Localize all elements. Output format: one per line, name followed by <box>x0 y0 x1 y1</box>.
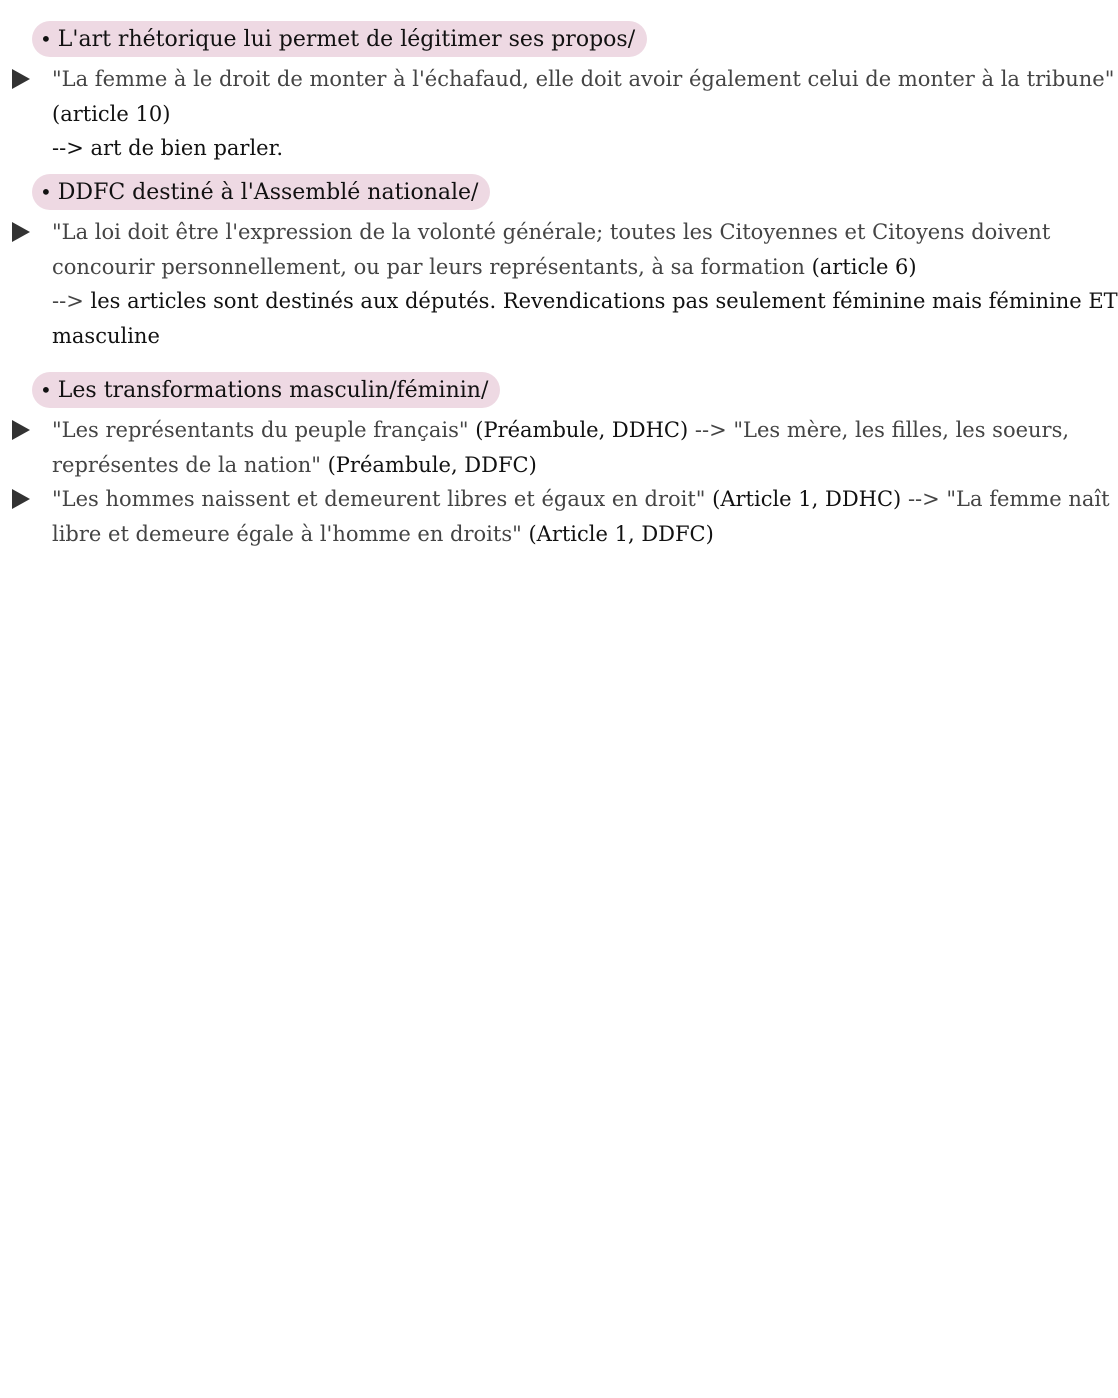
text-line: masculine <box>52 323 160 348</box>
heading-text: Les transformations masculin/féminin/ <box>57 378 489 403</box>
heading-text: L'art rhétorique lui permet de légitimer ses propos/ <box>57 27 636 52</box>
section-heading-ddfc <box>32 174 490 210</box>
heading-text: DDFC destiné à l'Assemblé nationale/ <box>57 180 479 205</box>
bullet-dot: • <box>40 378 52 402</box>
text-line: "La loi doit être l'expression de la volonté générale; toutes les Citoyennes et Citoyens doivent <box>52 220 1051 244</box>
citation-text: (article 6) <box>811 254 917 279</box>
text-line: "La femme à le droit de monter à l'échafaud, elle doit avoir également celui de monter à la tribune" <box>52 67 1115 91</box>
bullet-dot: • <box>40 27 52 51</box>
quote-text: --> "La femme naît <box>907 487 1110 511</box>
paragraph-text <box>52 215 1118 353</box>
text-line <box>52 284 1118 319</box>
bullet-dot: • <box>40 180 52 204</box>
comment-text: les articles sont destinés aux députés. Revendications pas seulement féminine mais féminine ET <box>90 289 1118 313</box>
triangle-bullet-icon <box>12 69 30 89</box>
quote-text: --> "Les mère, les filles, les soeurs, <box>694 418 1070 442</box>
citation-text: (Préambule, DDFC) <box>327 452 537 477</box>
citation-text: (Article 1, DDHC) <box>712 487 902 511</box>
quote-text: "Les représentants du peuple français" <box>52 418 469 442</box>
paragraph-text <box>52 482 1110 551</box>
section-heading-rhetoric <box>32 21 647 57</box>
citation-text: (Préambule, DDHC) <box>475 418 689 442</box>
quote-text: libre et demeure égale à l'homme en droits" <box>52 521 522 546</box>
text-line <box>52 482 1110 517</box>
triangle-bullet-icon <box>12 420 30 440</box>
text-line: --> art de bien parler. <box>52 136 284 160</box>
paragraph-text <box>52 62 1115 166</box>
text-line <box>52 413 1070 448</box>
arrow-text: --> <box>52 289 84 313</box>
quote-text: concourir personnellement, ou par leurs représentants, à sa formation <box>52 254 805 279</box>
paragraph-text <box>52 413 1070 482</box>
quote-text: "Les hommes naissent et demeurent libres et égaux en droit" <box>52 487 706 511</box>
text-line <box>52 250 1042 285</box>
citation-text: (Article 1, DDFC) <box>528 521 714 546</box>
text-line <box>52 448 1042 483</box>
text-line: (article 10) <box>52 101 171 126</box>
triangle-bullet-icon <box>12 489 30 509</box>
triangle-bullet-icon <box>12 222 30 242</box>
section-heading-transformations <box>32 372 500 408</box>
text-line <box>52 517 1042 552</box>
quote-text: représentes de la nation" <box>52 452 321 477</box>
